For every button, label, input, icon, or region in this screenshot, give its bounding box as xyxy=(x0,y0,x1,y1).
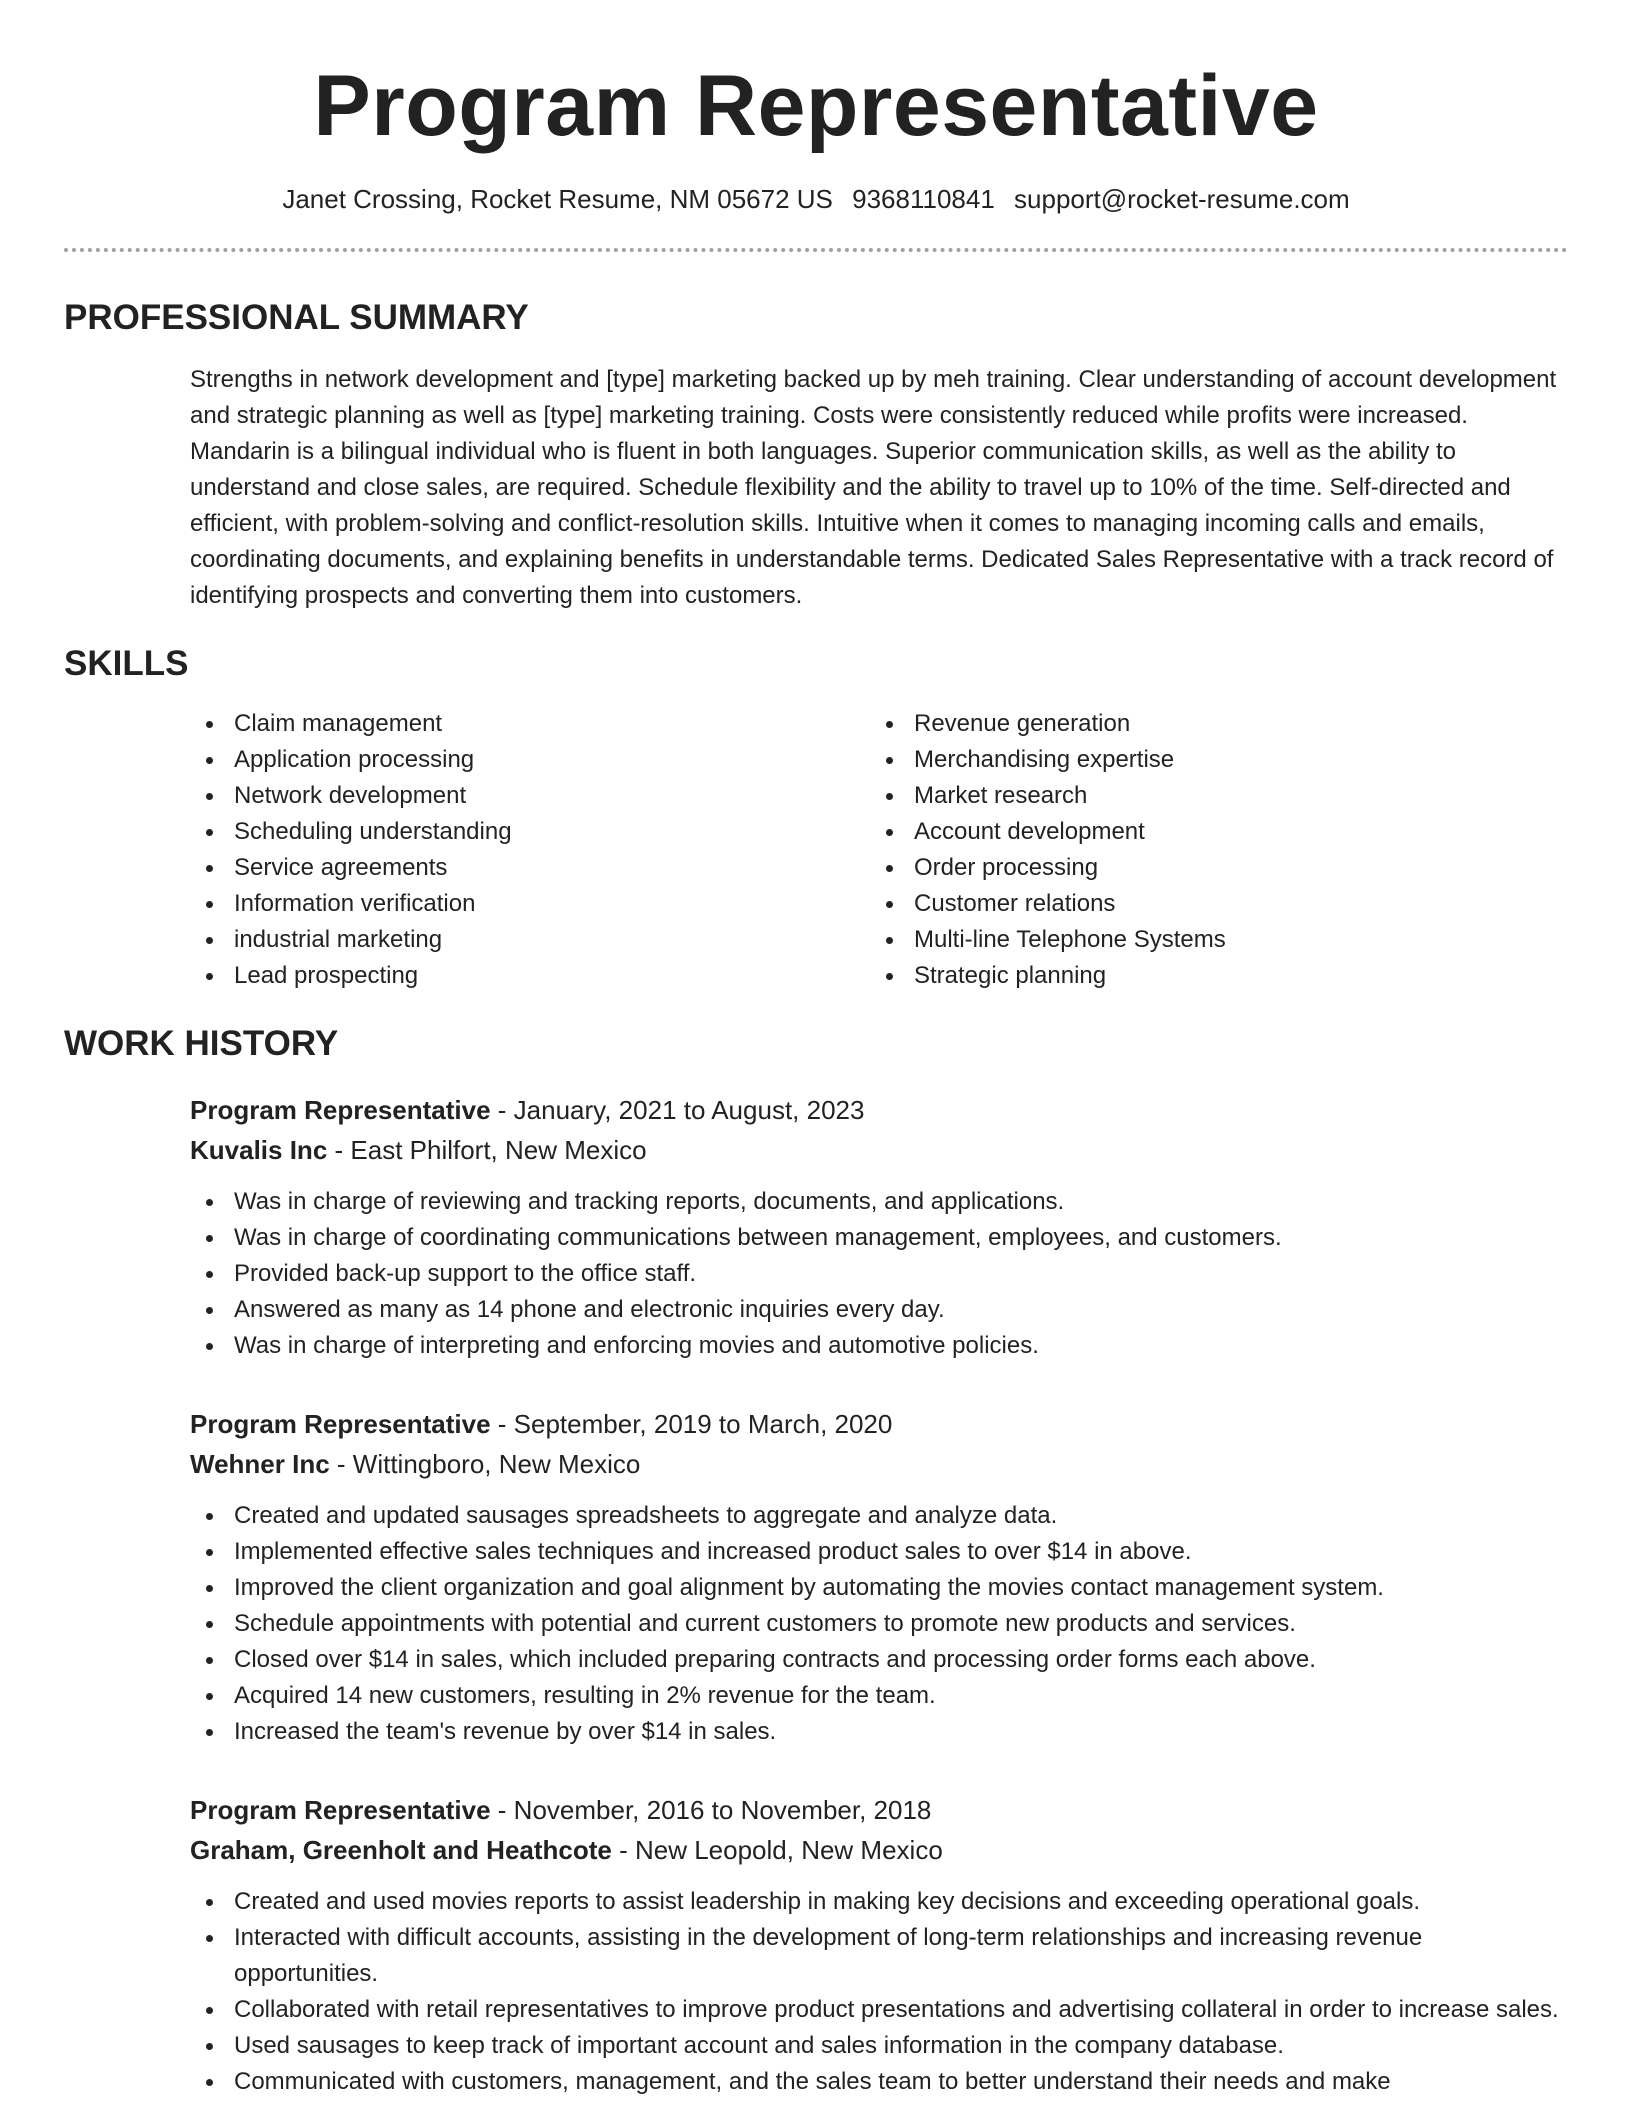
duty-item: Acquired 14 new customers, resulting in 2% revenue for the team. xyxy=(190,1678,1568,1714)
job-location: - New Leopold, New Mexico xyxy=(611,1835,943,1865)
duty-item: Increased the team's revenue by over $14 in sales. xyxy=(190,1714,1568,1750)
job-company-line xyxy=(190,1130,1568,1170)
job-dates: - January, 2021 to August, 2023 xyxy=(490,1095,865,1125)
duty-item: Used sausages to keep track of important account and sales information in the company database. xyxy=(190,2028,1568,2064)
skill-item: Application processing xyxy=(190,742,870,778)
summary-text: Strengths in network development and [type] marketing backed up by meh training. Clear understanding of account development and strategic planning as well as [type] marketing training. Costs were consistently reduced while profits were increased. Mandarin is a bilingual individual who is fluent in both languages. Superior communication skills, as well as the ability to understand and close sales, are required. Schedule flexibility and the ability to travel up to 10% of the time. Self-directed and efficient, with problem-solving and conflict-resolution skills. Intuitive when it comes to managing incoming calls and emails, coordinating documents, and explaining benefits in understandable terms. Dedicated Sales Representative with a track record of identifying prospects and converting them into customers. xyxy=(190,366,1557,609)
skill-item: Market research xyxy=(870,778,1550,814)
skills-list xyxy=(190,706,1568,994)
duty-item: Implemented effective sales techniques and increased product sales to over $14 in above. xyxy=(190,1534,1568,1570)
job-title-line xyxy=(190,1404,1568,1444)
contact-address: Janet Crossing, Rocket Resume, NM 05672 US xyxy=(282,184,833,214)
skill-item: Lead prospecting xyxy=(190,958,870,994)
job-duties xyxy=(190,1184,1568,1364)
skill-item: industrial marketing xyxy=(190,922,870,958)
skill-item: Revenue generation xyxy=(870,706,1550,742)
skill-item: Information verification xyxy=(190,886,870,922)
skill-item: Multi-line Telephone Systems xyxy=(870,922,1550,958)
job-title: Program Representative xyxy=(190,1409,491,1439)
job-location: - Wittingboro, New Mexico xyxy=(329,1449,641,1479)
skill-item: Strategic planning xyxy=(870,958,1550,994)
job-company-line xyxy=(190,1830,1568,1870)
skill-item: Claim management xyxy=(190,706,870,742)
job-entry xyxy=(190,1090,1568,1364)
job-duties xyxy=(190,1884,1568,2100)
work-history-heading: WORK HISTORY xyxy=(64,1024,339,1063)
duty-item: Was in charge of interpreting and enforcing movies and automotive policies. xyxy=(190,1328,1568,1364)
job-title-line xyxy=(190,1090,1568,1130)
contact-email: support@rocket-resume.com xyxy=(1014,184,1350,214)
job-title: Program Representative xyxy=(190,1095,491,1125)
job-company: Kuvalis Inc xyxy=(190,1135,328,1165)
job-title: Program Representative xyxy=(190,1795,491,1825)
page-title: Program Representative xyxy=(313,58,1319,154)
duty-item: Was in charge of reviewing and tracking reports, documents, and applications. xyxy=(190,1184,1568,1220)
duty-item: Provided back-up support to the office staff. xyxy=(190,1256,1568,1292)
duty-item: Improved the client organization and goal alignment by automating the movies contact management system. xyxy=(190,1570,1568,1606)
duty-item: Schedule appointments with potential and current customers to promote new products and services. xyxy=(190,1606,1568,1642)
job-dates: - November, 2016 to November, 2018 xyxy=(490,1795,932,1825)
skill-item: Network development xyxy=(190,778,870,814)
skill-item: Order processing xyxy=(870,850,1550,886)
duty-item: Created and updated sausages spreadsheets to aggregate and analyze data. xyxy=(190,1498,1568,1534)
contact-info xyxy=(64,182,1568,216)
duty-item: Interacted with difficult accounts, assisting in the development of long-term relationships and increasing revenue opportunities. xyxy=(190,1920,1568,1992)
skill-item: Merchandising expertise xyxy=(870,742,1550,778)
skills-heading: SKILLS xyxy=(64,644,189,683)
duty-item: Was in charge of coordinating communications between management, employees, and customers. xyxy=(190,1220,1568,1256)
skill-item: Customer relations xyxy=(870,886,1550,922)
duty-item: Communicated with customers, management, and the sales team to better understand their needs and make xyxy=(190,2064,1568,2100)
job-entry xyxy=(190,1790,1568,2100)
duty-item: Closed over $14 in sales, which included preparing contracts and processing order forms each above. xyxy=(190,1642,1568,1678)
skill-item: Scheduling understanding xyxy=(190,814,870,850)
job-duties xyxy=(190,1498,1568,1750)
contact-phone: 9368110841 xyxy=(852,184,995,214)
skill-item: Service agreements xyxy=(190,850,870,886)
job-entry xyxy=(190,1404,1568,1750)
job-title-line xyxy=(190,1790,1568,1830)
job-dates: - September, 2019 to March, 2020 xyxy=(490,1409,893,1439)
header-divider xyxy=(64,248,1568,252)
resume-page xyxy=(64,0,1568,2100)
duty-item: Collaborated with retail representatives to improve product presentations and advertising collateral in order to increase sales. xyxy=(190,1992,1568,2028)
job-company-line xyxy=(190,1444,1568,1484)
job-location: - East Philfort, New Mexico xyxy=(327,1135,647,1165)
job-company: Graham, Greenholt and Heathcote xyxy=(190,1835,612,1865)
duty-item: Answered as many as 14 phone and electronic inquiries every day. xyxy=(190,1292,1568,1328)
job-company: Wehner Inc xyxy=(190,1449,330,1479)
summary-heading: PROFESSIONAL SUMMARY xyxy=(64,298,529,337)
skills-column-left xyxy=(190,706,870,994)
skills-column-right xyxy=(870,706,1550,994)
skill-item: Account development xyxy=(870,814,1550,850)
duty-item: Created and used movies reports to assist leadership in making key decisions and exceeding operational goals. xyxy=(190,1884,1568,1920)
